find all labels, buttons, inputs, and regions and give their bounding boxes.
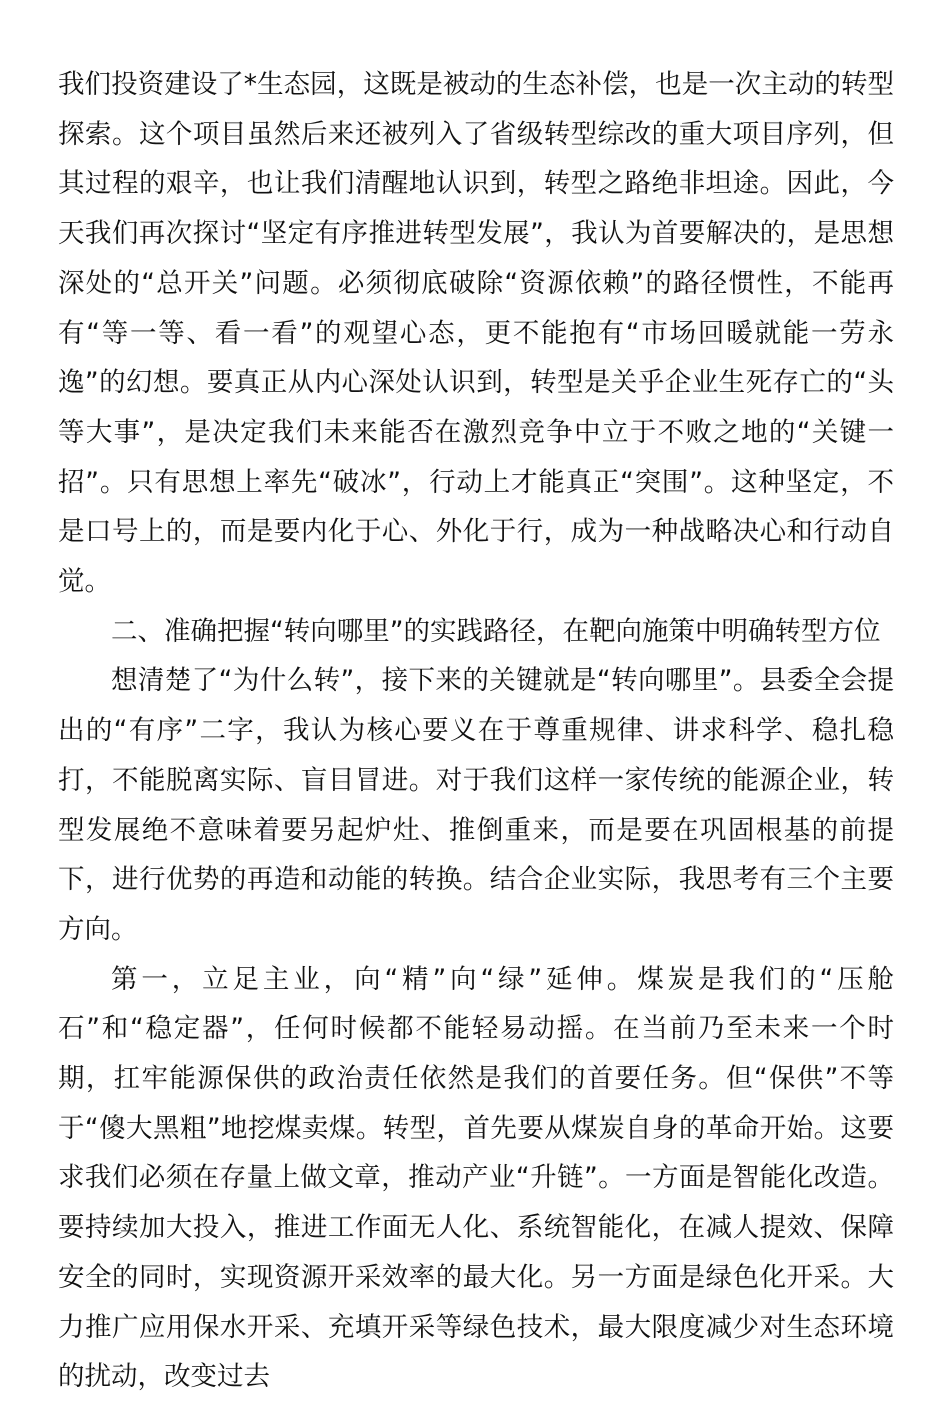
section-heading-2: 二、准确把握“转向哪里”的实践路径，在靶向施策中明确转型方位: [111, 615, 881, 647]
body-paragraph-1: 我们投资建设了*生态园，这既是被动的生态补偿，也是一次主动的转型探索。这个项目虽然后来还被列入了省级转型综改的重大项目序列，但其过程的艰辛，也让我们清醒地认识到，转型之路绝非坦途。因此，今天我们再次探讨“坚定有序推进转型发展”，我认为首要解决的，是思想深处的“总开关”问题。必须彻底破除“资源依赖”的路径惯性，不能再有“等一等、看一看”的观望心态，更不能抱有“市场回暖就能一劳永逸”的幻想。要真正从内心深处认识到，转型是关乎企业生死存亡的“头等大事”，是决定我们未来能否在激烈竞争中立于不败之地的“关键一招”。只有思想上率先“破冰”，行动上才能真正“突围”。这种坚定，不是口号上的，而是要内化于心、外化于行，成为一种战略决心和行动自觉。: [58, 69, 894, 598]
body-paragraph-2: 想清楚了“为什么转”，接下来的关键就是“转向哪里”。县委全会提出的“有序”二字，我认为核心要义在于尊重规律、讲求科学、稳扎稳打，不能脱离实际、盲目冒进。对于我们这样一家传统的能源企业，转型发展绝不意味着要另起炉灶、推倒重来，而是要在巩固根基的前提下，进行优势的再造和动能的转换。结合企业实际，我思考有三个主要方向。: [58, 665, 894, 945]
body-paragraph-3: 第一，立足主业，向“精”向“绿”延伸。煤炭是我们的“压舱石”和“稳定器”，任何时候都不能轻易动摇。在当前乃至未来一个时期，扛牢能源保供的政治责任依然是我们的首要任务。但“保供”不等于“傻大黑粗”地挖煤卖煤。转型，首先要从煤炭自身的革命开始。这要求我们必须在存量上做文章，推动产业“升链”。一方面是智能化改造。要持续加大投入，推进工作面无人化、系统智能化，在减人提效、保障安全的同时，实现资源开采效率的最大化。另一方面是绿色化开采。大力推广应用保水开采、充填开采等绿色技术，最大限度减少对生态环境的扰动，改变过去: [58, 963, 894, 1393]
document-page: [58, 60, 894, 1402]
